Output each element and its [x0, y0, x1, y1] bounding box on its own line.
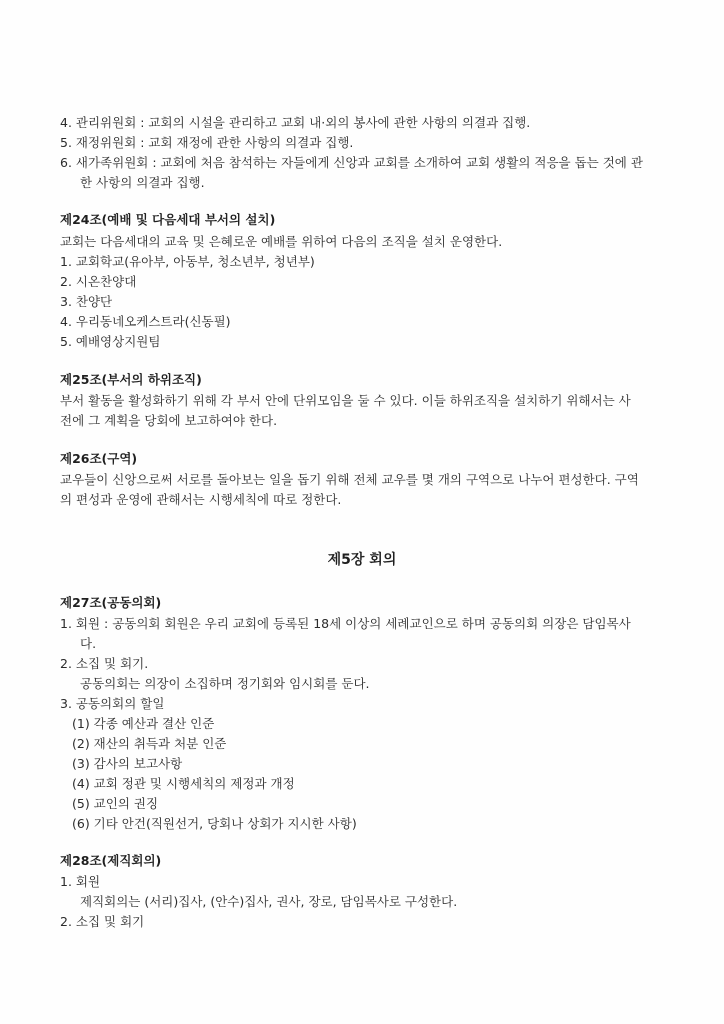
article-24-item-1: 1. 교회학교(유아부, 아동부, 청소년부, 청년부)	[60, 254, 315, 269]
article-28-title: 제28조(제직회의)	[60, 853, 162, 868]
article-25-body-line-1: 부서 활동을 활성화하기 위해 각 부서 안에 단위모임을 둘 수 있다. 이들 하위조직을 설치하기 위해서는 사	[60, 393, 631, 408]
article-27-title: 제27조(공동의회)	[60, 595, 162, 610]
article-24-intro: 교회는 다음세대의 교육 및 은혜로운 예배를 위하여 다음의 조직을 설치 운영한다.	[60, 234, 503, 249]
article-28-item-1: 1. 회원	[60, 874, 101, 889]
article-27-sub-4: (4) 교회 정관 및 시행세칙의 제정과 개정	[72, 776, 295, 791]
article-24-item-2: 2. 시온찬양대	[60, 274, 137, 289]
article-25-title: 제25조(부서의 하위조직)	[60, 372, 202, 387]
article-27-sub-6: (6) 기타 안건(직원선거, 당회나 상회가 지시한 사항)	[72, 816, 357, 831]
article-27-item-1-continued: 다.	[80, 636, 97, 651]
article-28-item-1-body: 제직회의는 (서리)집사, (안수)집사, 권사, 장로, 담임목사로 구성한다.	[80, 894, 458, 909]
article-27-sub-5: (5) 교인의 권징	[72, 796, 159, 811]
article-26-body-line-1: 교우들이 신앙으로써 서로를 돌아보는 일을 돕기 위해 전체 교우를 몇 개의 구역으로 나누어 편성한다. 구역	[60, 472, 639, 487]
article-27-item-2: 2. 소집 및 회기.	[60, 656, 149, 671]
article-24-item-5: 5. 예배영상지원팀	[60, 334, 161, 349]
article-27-sub-1: (1) 각종 예산과 결산 인준	[72, 716, 215, 731]
article-24-item-4: 4. 우리동네오케스트라(신동필)	[60, 314, 231, 329]
article-24-title: 제24조(예배 및 다음세대 부서의 설치)	[60, 212, 276, 227]
article-27-item-1: 1. 회원 : 공동의회 회원은 우리 교회에 등록된 18세 이상의 세례교인으로 하며 공동의회 의장은 담임목사	[60, 616, 631, 631]
article-24-item-3: 3. 찬양단	[60, 294, 113, 309]
committee-item-6: 6. 새가족위원회 : 교회에 처음 참석하는 자들에게 신앙과 교회를 소개하여 교회 생활의 적응을 돕는 것에 관	[60, 155, 643, 170]
committee-item-6-continued: 한 사항의 의결과 집행.	[80, 175, 205, 190]
committee-item-4: 4. 관리위원회 : 교회의 시설을 관리하고 교회 내·외의 봉사에 관한 사항의 의결과 집행.	[60, 115, 531, 130]
article-27-item-2-body: 공동의회는 의장이 소집하며 정기회와 임시회를 둔다.	[80, 676, 370, 691]
article-27-sub-2: (2) 재산의 취득과 처분 인준	[72, 736, 227, 751]
article-28-item-2: 2. 소집 및 회기	[60, 914, 145, 929]
committee-item-5: 5. 재정위원회 : 교회 재정에 관한 사항의 의결과 집행.	[60, 135, 354, 150]
chapter-5-title: 제5장 회의	[327, 552, 397, 568]
article-27-item-3: 3. 공동의회의 할일	[60, 696, 165, 711]
article-27-sub-3: (3) 감사의 보고사항	[72, 756, 183, 771]
article-25-body-line-2: 전에 그 계획을 당회에 보고하여야 한다.	[60, 413, 278, 428]
article-26-body-line-2: 의 편성과 운영에 관해서는 시행세칙에 따로 정한다.	[60, 492, 342, 507]
article-26-title: 제26조(구역)	[60, 451, 138, 466]
